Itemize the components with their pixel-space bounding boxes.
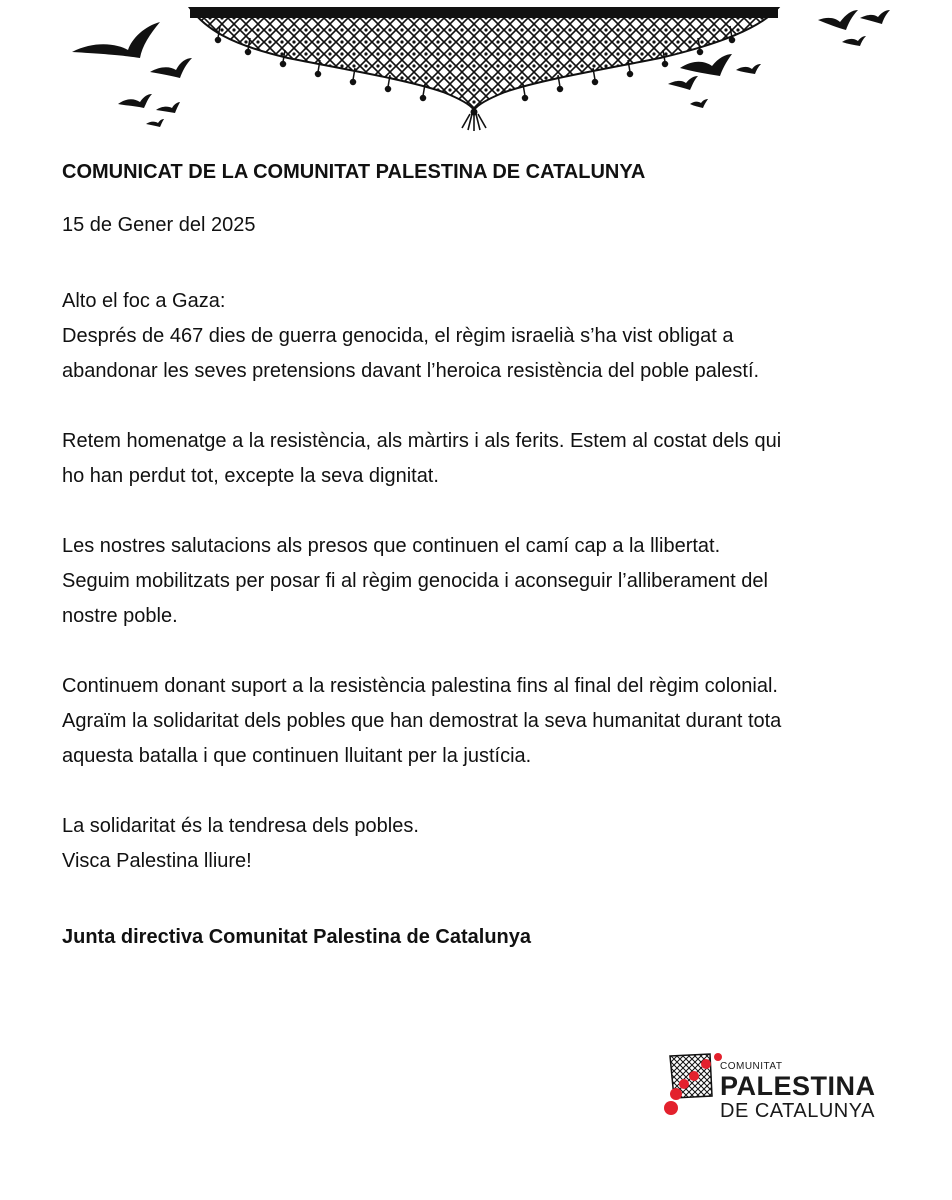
logo-keffiyeh-mark-icon [662,1050,722,1120]
logo-wordmark [720,1062,876,1121]
keffiyeh-birds-icon [0,0,952,135]
paragraph-line: Alto el foc a Gaza: [62,290,226,312]
document-body [62,155,902,955]
document-title: COMUNICAT DE LA COMUNITAT PALESTINA DE CATALUNYA [62,161,646,183]
paragraph-line: aquesta batalla i que continuen lluitant per la justícia. [62,745,532,767]
paragraph-line: abandonar les seves pretensions davant l’heroica resistència del poble palestí. [62,360,760,382]
paragraph-line: Continuem donant suport a la resistència palestina fins al final del règim colonial. [62,675,778,697]
logo-line-mid: DE CATALUNYA [720,1100,875,1122]
paragraph-line: La solidaritat és la tendresa dels pobles. [62,815,419,837]
paragraph-line: Visca Palestina lliure! [62,850,252,872]
paragraph-support [62,669,902,774]
paragraph-closing [62,809,902,879]
paragraph-line: Retem homenatge a la resistència, als màrtirs i als ferits. Estem al costat dels qui [62,430,782,452]
paragraph-tribute [62,424,902,494]
organization-logo [662,1050,892,1130]
document-signature: Junta directiva Comunitat Palestina de Catalunya [62,926,532,948]
logo-line-small: COMUNITAT [720,1061,783,1072]
paragraph-prisoners [62,529,902,634]
paragraph-ceasefire [62,284,902,389]
logo-line-big: PALESTINA [720,1071,876,1101]
paragraph-line: Després de 467 dies de guerra genocida, el règim israelià s’ha vist obligat a [62,325,734,347]
paragraph-line: Les nostres salutacions als presos que continuen el camí cap a la llibertat. [62,535,721,557]
paragraph-line: ho han perdut tot, excepte la seva dignitat. [62,465,439,487]
paragraph-line: Seguim mobilitzats per posar fi al règim genocida i aconseguir l’alliberament del [62,570,768,592]
document-date: 15 de Gener del 2025 [62,214,256,236]
paragraph-line: nostre poble. [62,605,178,627]
paragraph-line: Agraïm la solidaritat dels pobles que han demostrat la seva humanitat durant tota [62,710,782,732]
